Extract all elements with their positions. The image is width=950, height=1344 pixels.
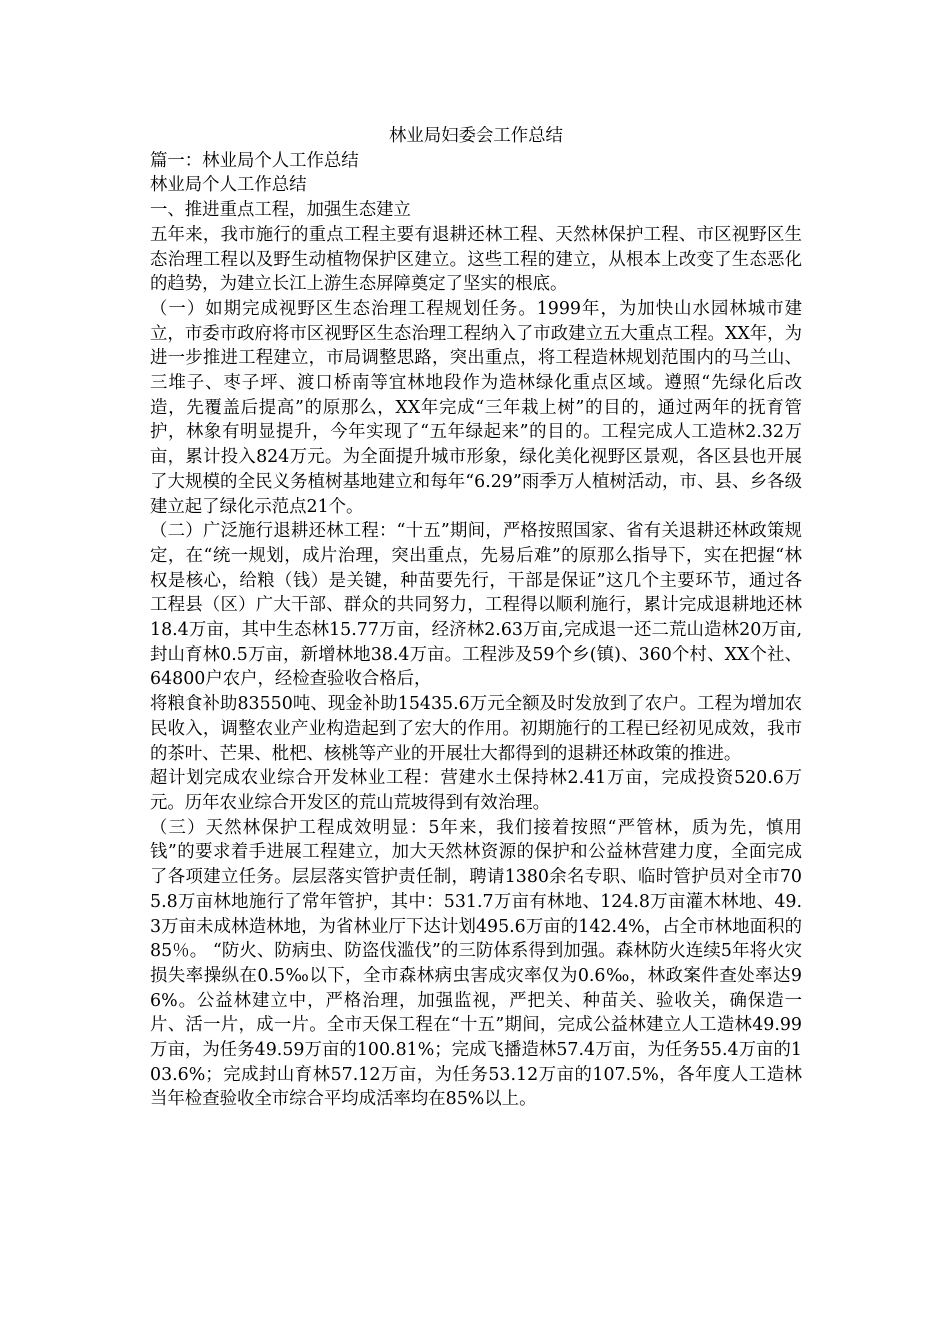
document-title: 林业局妇委会工作总结: [389, 126, 563, 146]
section-heading: 篇一：林业局个人工作总结: [150, 150, 359, 171]
section-heading: 一、推进重点工程，加强生态建立: [150, 200, 411, 221]
body-paragraph: 将粮食补助83550吨、现金补助15435.6万元全额及时发放到了农户。工程为增加农民收入，调整农业产业构造起到了宏大的作用。初期施行的工程已经初见成效，我市的茶叶、芒果、枇杷、核桃等产业的开展壮大都得到的退耕还林政策的推进。: [150, 694, 802, 764]
subtitle: 林业局个人工作总结: [150, 175, 307, 196]
body-paragraph: （三）天然林保护工程成效明显：5年来，我们接着按照“严管林，质为先，慎用钱”的要求着手进展工程建立，加大天然林资源的保护和公益林营建力度，全面完成了各项建立任务。层层落实管护责任制，聘请1380余名专职、临时管护员对全市705.8万亩林地施行了常年管护，其中：531.7万亩有林地、124.8万亩灌木林地、49.3万亩未成林造林地，为省林业厅下达计划495.6万亩的142.4%，占全市林地面积的85％。 “防火、防病虫、防盗伐滥伐”的三防体系得到加强。森林防火连续5年将火灾损失率操纵在0.5‰以下，全市森林病虫害成灾率仅为0.6‰，林政案件查处率达96%。公益林建立中，严格治理，加强监视，严把关、种苗关、验收关，确保造一片、活一片，成一片。全市天保工程在“十五”期间，完成公益林建立人工造林49.99万亩，为任务49.59万亩的100.81%；完成飞播造林57.4万亩，为任务55.4万亩的103.6%；完成封山育林57.12万亩，为任务53.12万亩的107.5%，各年度人工造林当年检查验收全市综合平均成活率均在85%以上。: [150, 817, 802, 1110]
body-paragraph: 五年来，我市施行的重点工程主要有退耕还林工程、天然林保护工程、市区视野区生态治理工程以及野生动植物保护区建立。这些工程的建立，从根本上改变了生态恶化的趋势，为建立长江上游生态屏障奠定了坚实的根底。: [150, 224, 802, 295]
body-paragraph: （一）如期完成视野区生态治理工程规划任务。1999年，为加快山水园林城市建立，市委市政府将市区视野区生态治理工程纳入了市政建立五大重点工程。XX年，为进一步推进工程建立，市局调整思路，突出重点，将工程造林规划范围内的马兰山、三堆子、枣子坪、渡口桥南等宜林地段作为造林绿化重点区域。遵照“先绿化后改造，先覆盖后提高”的原那么，XX年完成“三年栽上树”的目的，通过两年的抚育管护，林象有明显提升，今年实现了“五年绿起来”的目的。工程完成人工造林2.32万亩，累计投入824万元。为全面提升城市形象，绿化美化视野区景观，各区县也开展了大规模的全民义务植树基地建立和每年“6.29”雨季万人植树活动，市、县、乡各级建立起了绿化示范点21个。: [150, 298, 802, 517]
body-paragraph: 超计划完成农业综合开发林业工程：营建水土保持林2.41万亩，完成投资520.6万元。历年农业综合开发区的荒山荒坡得到有效治理。: [150, 768, 802, 813]
body-paragraph: （二）广泛施行退耕还林工程：“十五”期间，严格按照国家、省有关退耕还林政策规定，在“统一规划，成片治理，突出重点，先易后难”的原那么指导下，实在把握“林权是核心，给粮（钱）是关键，种苗要先行，干部是保证”这几个主要环节，通过各工程县（区）广大干部、群众的共同努力，工程得以顺利施行，累计完成退耕地还林18.4万亩，其中生态林15.77万亩，经济林2.63万亩,完成退一还二荒山造林20万亩,封山育林0.5万亩，新增林地38.4万亩。工程涉及59个乡(镇)、360个村、XX个社、64800户农户，经检查验收合格后，: [150, 521, 802, 690]
document-body: [150, 149, 802, 1112]
document-page: [150, 124, 802, 1112]
